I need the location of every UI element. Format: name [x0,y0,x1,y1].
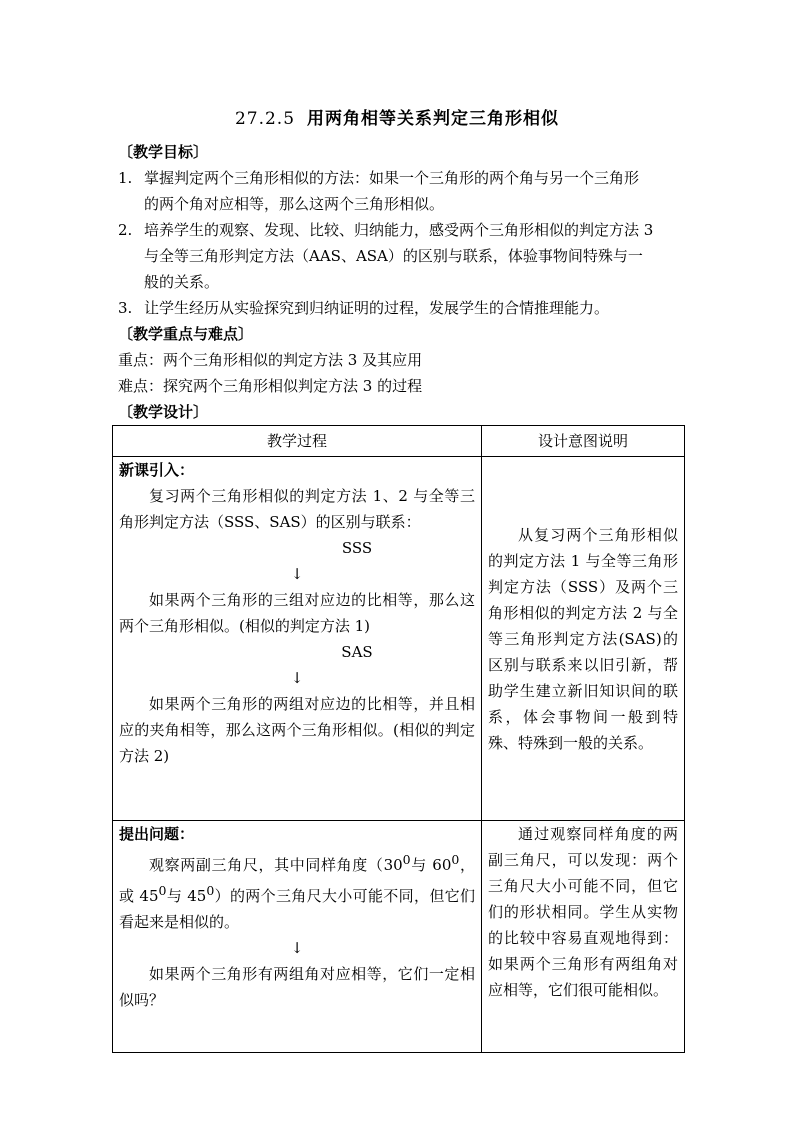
process-paragraph: 如果两个三角形的三组对应边的比相等，那么这两个三角形相似。(相似的判定方法 1) [119,591,475,635]
intent-cell [482,821,685,1053]
header-process: 教学过程 [113,426,482,457]
down-arrow-icon: ↓ [290,939,304,957]
intent-cell [482,457,685,821]
objective-line: 的两个角对应相等，那么这两个三角形相似。 [144,195,445,213]
process-paragraph: 如果两个三角形的两组对应边的比相等，并且相应的夹角相等，那么这两个三角形相似。(相似的判定方法 2) [119,695,475,765]
objective-line: 让学生经历从实验探究到归纳证明的过程，发展学生的合情推理能力。 [144,299,610,317]
page-title [0,104,794,129]
row-subtitle: 提出问题： [119,825,195,843]
process-paragraph: 复习两个三角形相似的判定方法 1、2 与全等三角形判定方法（SSS、SAS）的区别与联系： [119,487,475,531]
table-row [113,821,685,1053]
process-paragraph: 观察两副三角尺，其中同样角度（$30^0$与 $60^0$，或 $45^0$与 $45^0$）的两个三角尺大小可能不同，但它们看起来是相似的。 [119,852,475,931]
design-heading: 〔教学设计〕 [118,403,209,421]
objective-line: 培养学生的观察、发现、比较、归纳能力，感受两个三角形相似的判定方法 3 [144,221,654,239]
objective-item-2 [118,217,680,295]
header-intent: 设计意图说明 [482,426,685,457]
key-points-heading: 〔教学重点与难点〕 [118,325,254,343]
objectives-heading: 〔教学目标〕 [118,143,209,161]
objective-number: 2. [118,221,133,239]
down-arrow-icon: ↓ [290,669,304,687]
focus-text: 重点：两个三角形相似的判定方法 3 及其应用 [118,351,423,369]
table-row [113,457,685,821]
down-arrow-icon: ↓ [290,565,304,583]
objective-line: 掌握判定两个三角形相似的方法：如果一个三角形的两个角与另一个三角形 [144,169,640,187]
section-number: 27.2.5 [234,109,296,129]
objective-item-1 [118,165,680,217]
sss-label: SSS [341,539,373,557]
difficulty-text: 难点：探究两个三角形相似判定方法 3 的过程 [118,377,423,395]
intent-text: 从复习两个三角形相似的判定方法 1 与全等三角形判定方法（SSS）及两个三角形相似的判定方法 2 与全等三角形判定方法(SAS)的区别与联系来以旧引新，帮助学生建立新旧知识间的联系，体会事物间一般到特殊、特殊到一般的关系。 [488,525,678,752]
table-header-row [113,426,685,457]
process-cell [113,821,482,1053]
sas-label: SAS [341,643,373,661]
objective-number: 3. [118,299,133,317]
process-paragraph: 如果两个三角形有两组角对应相等，它们一定相似吗？ [119,965,475,1009]
process-cell [113,457,482,821]
title-text: 用两角相等关系判定三角形相似 [307,109,560,129]
objective-line: 般的关系。 [144,273,220,291]
intent-text: 通过观察同样角度的两副三角尺，可以发现：两个三角尺大小可能不同，但它们的形状相同。学生从实物的比较中容易直观地得到：如果两个三角形有两组角对应相等，它们很可能相似。 [488,825,678,999]
row-subtitle: 新课引入： [119,461,195,479]
objective-line: 与全等三角形判定方法（AAS、ASA）的区别与联系，体验事物间特殊与一 [144,247,643,265]
objective-item-3 [118,295,680,321]
teaching-design-table [112,425,685,1053]
objective-number: 1. [118,169,133,187]
